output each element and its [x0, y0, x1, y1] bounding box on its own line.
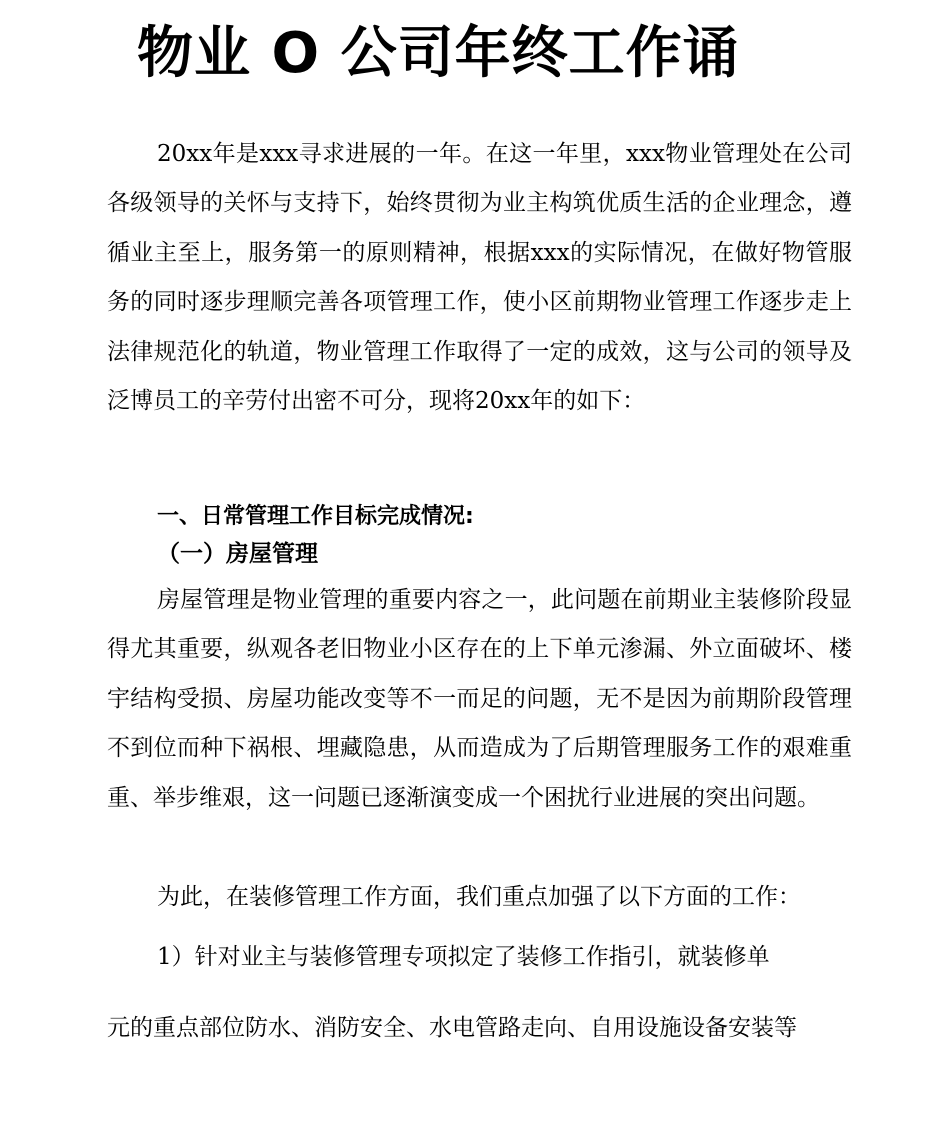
subsection-heading-housing: （一）房屋管理: [157, 540, 318, 567]
list-item-1-line-2: 元的重点部位防水、消防安全、水电管路走向、自用设施设备安装等: [107, 1015, 797, 1041]
list-item-1-line-1: 1）针对业主与装修管理专项拟定了装修工作指引，就装修单: [157, 944, 770, 970]
section-heading-daily-management: 一、日常管理工作目标完成情况:: [157, 504, 474, 529]
document-title: 物业 O 公司年终工作诵: [137, 21, 740, 86]
housing-management-paragraph: 房屋管理是物业管理的重要内容之一，此问题在前期业主装修阶段显得尤其重要，纵观各老旧物业小区存在的上下单元渗漏、外立面破坏、楼宇结构受损、房屋功能改变等不一而足的问题，无不是因为前期阶段管理不到位而种下祸根、埋藏隐患，从而造成为了后期管理服务工作的艰难重重、举步维艰，这一问题已逐渐演变成一个困扰行业进展的突出问题。: [107, 587, 852, 811]
intro-paragraph: 20xx年是xxx寻求进展的一年。在这一年里，xxx物业管理处在公司各级领导的关怀与支持下，始终贯彻为业主构筑优质生活的企业理念，遵循业主至上，服务第一的原则精神，根据xxx的实际情况，在做好物管服务的同时逐步理顺完善各项管理工作，使小区前期物业管理工作逐步走上法律规范化的轨道，物业管理工作取得了一定的成效，这与公司的领导及泛博员工的辛劳付出密不可分，现将20xx年的如下：: [107, 141, 852, 415]
measures-intro-paragraph: 为此，在装修管理工作方面，我们重点加强了以下方面的工作：: [157, 884, 801, 910]
